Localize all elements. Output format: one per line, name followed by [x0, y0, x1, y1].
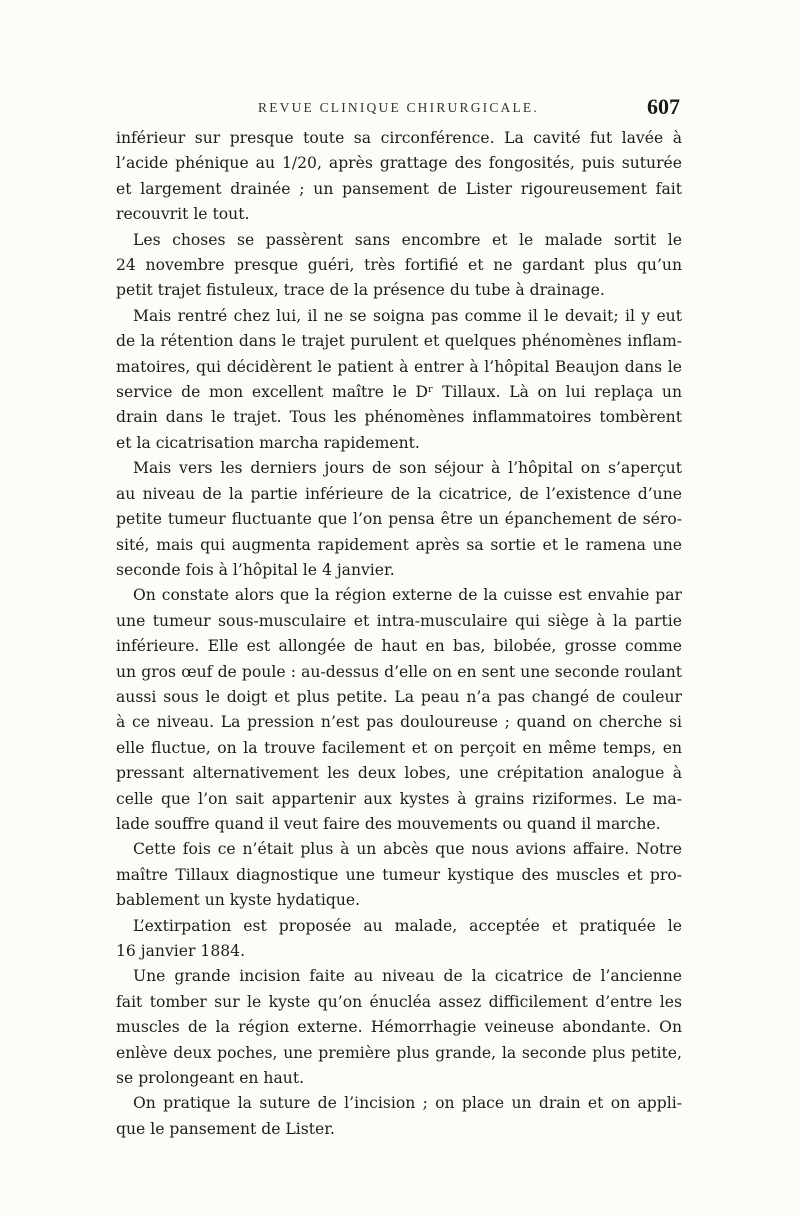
text-line: service de mon excellent maître le Dʳ Tillaux. Là on lui replaça un	[116, 383, 682, 402]
text-line: drain dans le trajet. Tous les phénomènes inflammatoires tombèrent	[116, 408, 682, 427]
text-line: Mais vers les derniers jours de son séjour à l’hôpital on s’aperçut	[133, 459, 682, 478]
text-line: de la rétention dans le trajet purulent et quelques phénomènes inflam-	[116, 332, 682, 351]
running-title: REVUE CLINIQUE CHIRURGICALE.	[258, 100, 539, 115]
text-line: au niveau de la partie inférieure de la cicatrice, de l’existence d’une	[116, 484, 682, 503]
text-line: une tumeur sous-musculaire et intra-musculaire qui siège à la partie	[116, 611, 682, 630]
text-line: elle fluctue, on la trouve facilement et on perçoit en même temps, en	[116, 738, 682, 757]
text-line: sité, mais qui augmenta rapidement après sa sortie et le ramena une	[116, 535, 682, 554]
text-line: petite tumeur fluctuante que l’on pensa être un épanchement de séro-	[116, 510, 682, 529]
text-line: celle que l’on sait appartenir aux kystes à grains riziformes. Le ma-	[116, 789, 682, 808]
paragraph	[116, 1091, 682, 1142]
text-line: L’extirpation est proposée au malade, acceptée et pratiquée le	[133, 916, 682, 935]
text-line: maître Tillaux diagnostique une tumeur kystique des muscles et pro-	[116, 865, 682, 884]
text-line: Cette fois ce n’était plus à un abcès que nous avions affaire. Notre	[133, 840, 682, 859]
text-line: à ce niveau. La pression n’est pas douloureuse ; quand on cherche si	[116, 713, 682, 732]
text-line: fait tomber sur le kyste qu’on énucléa assez difficilement d’entre les	[116, 992, 682, 1011]
paragraph	[116, 583, 682, 837]
text-line: que le pansement de Lister.	[116, 1119, 335, 1138]
text-line: bablement un kyste hydatique.	[116, 891, 361, 910]
paragraph	[116, 456, 682, 583]
text-line: et la cicatrisation marcha rapidement.	[116, 433, 420, 452]
text-line: inférieure. Elle est allongée de haut en bas, bilobée, grosse comme	[116, 637, 682, 656]
text-line: recouvrit le tout.	[116, 205, 250, 224]
text-line: Mais rentré chez lui, il ne se soigna pas comme il le devait; il y eut	[133, 306, 682, 325]
running-head	[116, 94, 682, 124]
text-line: enlève deux poches, une première plus grande, la seconde plus petite,	[116, 1043, 682, 1062]
page-number: 607	[647, 94, 680, 119]
text-line: aussi sous le doigt et plus petite. La peau n’a pas changé de couleur	[116, 687, 682, 706]
text-line: seconde fois à l’hôpital le 4 janvier.	[116, 560, 395, 579]
paragraph	[116, 126, 682, 228]
text-line: se prolongeant en haut.	[116, 1069, 305, 1088]
text-line: muscles de la région externe. Hémorrhagie veineuse abondante. On	[116, 1018, 682, 1037]
paragraph	[116, 837, 682, 913]
text-line: un gros œuf de poule : au-dessus d’elle on en sent une seconde roulant	[116, 662, 682, 681]
text-line: 24 novembre presque guéri, très fortifié et ne gardant plus qu’un	[116, 256, 682, 275]
text-line: inférieur sur presque toute sa circonférence. La cavité fut lavée à	[116, 129, 682, 147]
paragraph	[116, 914, 682, 965]
paragraph	[116, 228, 682, 304]
text-line: et largement drainée ; un pansement de Lister rigoureusement fait	[116, 179, 682, 198]
text-line: lade souffre quand il veut faire des mouvements ou quand il marche.	[116, 814, 661, 833]
text-line: Les choses se passèrent sans encombre et le malade sortit le	[133, 230, 682, 249]
paragraph	[116, 964, 682, 1091]
text-line: matoires, qui décidèrent le patient à entrer à l’hôpital Beaujon dans le	[116, 357, 682, 376]
text-line: 16 janvier 1884.	[116, 942, 246, 960]
text-line: l’acide phénique au 1/20, après grattage des fongosités, puis suturée	[116, 154, 682, 173]
text-line: On constate alors que la région externe de la cuisse est envahie par	[133, 586, 682, 605]
body-text	[116, 126, 682, 1142]
paragraph	[116, 304, 682, 456]
text-line: Une grande incision faite au niveau de la cicatrice de l’ancienne	[133, 967, 682, 986]
text-line: pressant alternativement les deux lobes, une crépitation analogue à	[116, 764, 682, 783]
text-line: petit trajet fistuleux, trace de la présence du tube à drainage.	[116, 281, 605, 300]
text-line: On pratique la suture de l’incision ; on place un drain et on appli-	[133, 1094, 682, 1113]
